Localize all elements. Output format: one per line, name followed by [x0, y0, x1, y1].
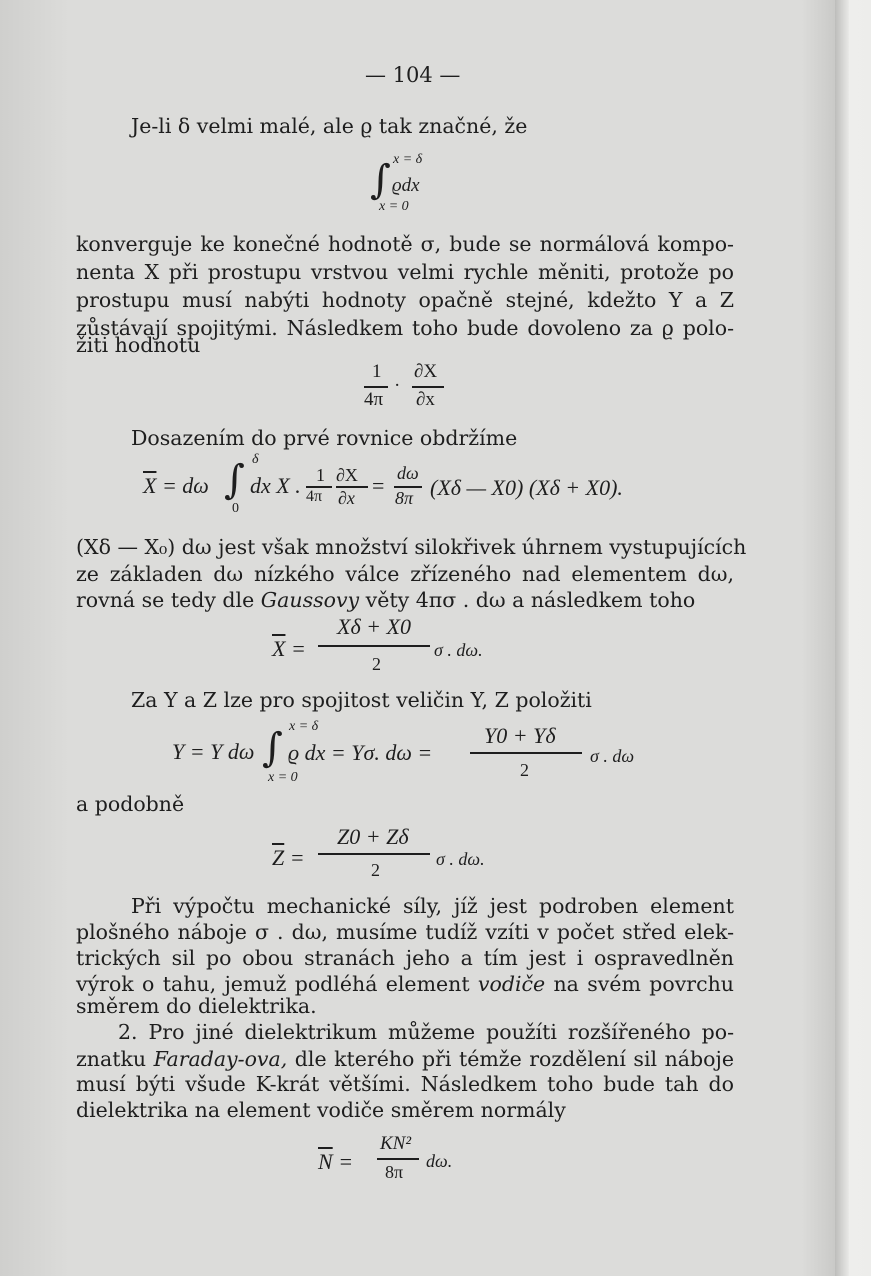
- author-gauss: Gaussovy: [260, 588, 360, 612]
- author-faraday: Faraday-ova,: [153, 1047, 288, 1071]
- formula-4-den: 2: [372, 654, 381, 674]
- formula-2-dot: ·: [394, 375, 401, 396]
- text-line-10: [76, 590, 695, 611]
- formula-7-den: 8π: [385, 1162, 404, 1182]
- formula-3-n2: ∂X: [336, 465, 358, 485]
- formula-7-num: KN²: [380, 1133, 412, 1154]
- formula-2-bar-2: [412, 386, 444, 388]
- formula-1-lower: x = 0: [379, 199, 409, 214]
- book-gutter: [835, 0, 849, 1276]
- formula-3-d2: ∂x: [338, 488, 355, 508]
- text-line-9: ze základen dω nízkého válce zřízeného nad elementem dω,: [76, 562, 734, 586]
- formula-4-rhs: σ . dω.: [434, 640, 483, 660]
- formula-4-bar: [318, 645, 430, 647]
- formula-3-d1: 4π: [306, 488, 323, 505]
- formula-3-upper: δ: [252, 452, 259, 467]
- formula-5-upper: x = δ: [289, 719, 319, 734]
- text-line-18: 2. Pro jiné dielektrikum můžeme použíti rozšířeného po-: [118, 1020, 734, 1044]
- formula-5-mid: ϱ dx = Yσ. dω =: [288, 740, 433, 765]
- text-line-20: musí býti všude K-krát většími. Následkem toho bude tah do: [76, 1072, 734, 1096]
- formula-6-lhs: $\overline{Z}$ =: [272, 845, 305, 870]
- text-line-15: trických sil po obou stranách jeho a tím jest i ospravedlněn: [76, 946, 734, 970]
- text-line-14: plošného náboje σ . dω, musíme tudíž vzíti v počet střed elek-: [76, 920, 734, 944]
- formula-4-lhs: $\overline{X}$ =: [272, 636, 306, 661]
- formula-2-den: 4π: [364, 389, 384, 410]
- formula-4-num: Xδ + X0: [337, 614, 411, 639]
- formula-2-num2: ∂X: [414, 361, 438, 382]
- integral-sign: ∫: [224, 457, 245, 503]
- page-number: — 104 —: [365, 63, 461, 87]
- formula-5-rhs: σ . dω: [590, 746, 635, 766]
- formula-3-eq: =: [372, 473, 385, 498]
- text-line-2: konverguje ke konečné hodnotě σ, bude se normálová kompo-: [76, 232, 734, 256]
- formula-5-num: Y0 + Yδ: [484, 723, 556, 748]
- text-line-19a: znatku: [76, 1047, 147, 1071]
- formula-5-lower: x = 0: [268, 770, 298, 785]
- text-line-4: prostupu musí nabýti hodnoty opačně stejné, kdežto Y a Z: [76, 288, 734, 312]
- formula-6-rhs: σ . dω.: [436, 849, 485, 869]
- formula-7-bar: [377, 1158, 419, 1160]
- text-line-13: Při výpočtu mechanické síly, jíž jest podroben element: [131, 894, 734, 918]
- formula-7-lhs: $\overline{N}$ =: [318, 1149, 354, 1174]
- formula-3-a: dx X .: [250, 473, 301, 498]
- formula-5-bar: [470, 752, 582, 754]
- text-line-7: Dosazením do prvé rovnice obdržíme: [131, 426, 518, 450]
- integral-sign: ∫: [262, 725, 283, 771]
- formula-7-rhs: dω.: [426, 1151, 453, 1171]
- text-line-3: nenta X při prostupu vrstvou velmi rychle měniti, protože po: [76, 260, 734, 284]
- integral-sign: ∫: [370, 157, 391, 203]
- formula-5-den: 2: [520, 760, 529, 780]
- text-line-11: Za Y a Z lze pro spojitost veličin Y, Z položiti: [131, 688, 592, 712]
- text-line-19: [76, 1049, 734, 1070]
- formula-3-d3: 8π: [395, 488, 414, 508]
- formula-2-den2: ∂x: [416, 389, 435, 410]
- formula-3-lhs: $\overline{X} = d\omega$: [143, 473, 209, 498]
- text-line-6: žiti hodnotu: [76, 333, 201, 357]
- text-line-8: (Xδ — X₀) dω jest však množství silokřivek úhrnem vystupujících: [76, 535, 747, 559]
- text-line-1: Je-li δ velmi malé, ale ϱ tak značné, že: [131, 114, 528, 138]
- formula-6-num: Z0 + Zδ: [337, 824, 409, 849]
- text-line-10a: rovná se tedy dle: [76, 588, 255, 612]
- formula-3-rhs: (Xδ — X0) (Xδ + X0).: [430, 475, 623, 500]
- formula-1-upper: x = δ: [393, 152, 423, 167]
- formula-1-body: ϱdx: [392, 175, 420, 196]
- formula-2-bar-1: [364, 386, 388, 388]
- text-line-16a: výrok o tahu, jemuž podléhá element: [76, 972, 470, 996]
- word-vodice: vodiče: [477, 972, 546, 996]
- formula-3-n1: 1: [316, 465, 325, 485]
- formula-6-den: 2: [371, 860, 380, 880]
- text-line-19c: dle kterého při témže rozdělení sil náboje: [294, 1047, 734, 1071]
- formula-3-lower: 0: [232, 501, 239, 516]
- formula-3-n3: dω: [397, 463, 419, 483]
- text-line-21: dielektrika na element vodiče směrem normály: [76, 1098, 566, 1122]
- text-line-16: [76, 974, 734, 995]
- text-line-16c: na svém povrchu: [553, 972, 734, 996]
- text-line-17: směrem do dielektrika.: [76, 994, 317, 1018]
- text-line-10c: věty 4πσ . dω a následkem toho: [365, 588, 696, 612]
- text-line-12: a podobně: [76, 792, 185, 816]
- formula-2-num: 1: [372, 361, 382, 382]
- text-line-5: zůstávají spojitými. Následkem toho bude dovoleno za ϱ polo-: [76, 316, 734, 340]
- formula-5-lhs: Y = Y dω: [172, 739, 255, 764]
- formula-6-bar: [318, 853, 430, 855]
